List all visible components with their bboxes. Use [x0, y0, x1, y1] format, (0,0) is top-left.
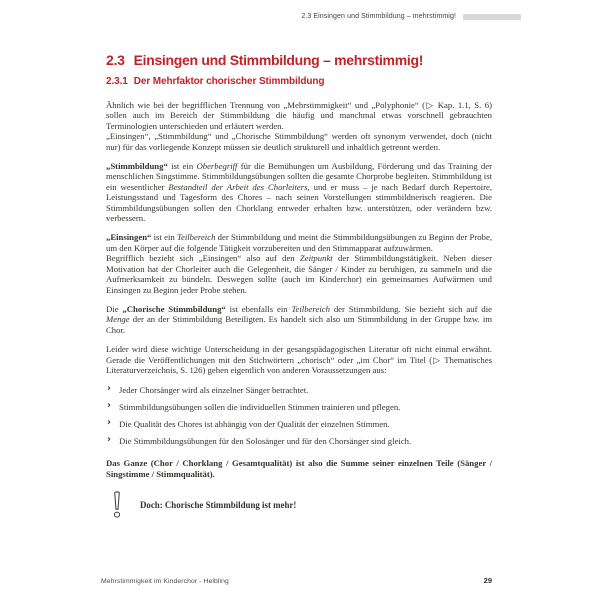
text-segment: ist ein	[167, 161, 197, 172]
text-segment: „Stimmbildung“	[106, 161, 168, 172]
bullet-list	[106, 382, 492, 447]
bullet-arrow-icon: ›	[107, 416, 111, 428]
header-bar	[463, 14, 521, 20]
paragraph	[106, 253, 492, 295]
note-callout	[106, 491, 492, 519]
text-segment: der Stimmbildung und meint die Stimmbildungsübungen zu Beginn der Probe, um den Körper auf die folgende Tätigkeit vorzubereiten und den Stimmapparat aufzuwärmen.	[106, 232, 492, 253]
text-segment: Zeitpunkt	[299, 253, 333, 264]
bullet-text: Die Qualität des Chores ist abhängig von der Qualität der einzelnen Stimmen.	[119, 419, 390, 430]
text-segment: der Stimmbildung. Sie bezieht sich auf die	[329, 303, 492, 314]
bullet-item	[107, 399, 492, 413]
running-header	[0, 13, 521, 20]
exclamation-icon	[111, 491, 123, 519]
callout-text: Doch: Chorische Stimmbildung ist mehr!	[140, 500, 297, 511]
bullet-text: Die Stimmbildungsübungen für den Solosänger und für den Chorsänger sind gleich.	[119, 436, 412, 447]
chapter-title	[106, 51, 492, 70]
text-segment: der Stimmbildungstätigkeit. Neben dieser Motivation hat der Chorleiter auch die Gelegenheit, die Sänger / Kinder zu beruhigen, zu sammeln und die Aufmerksamkeit zu bündeln. Deswegen sollte (auch im Kinderchor) ein gemeinsames Aufwärmen und Einsingen zu Beginn jeder Probe stehen.	[106, 253, 493, 295]
bullet-item	[107, 433, 492, 447]
text-segment: Leider wird diese wichtige Unterscheidung in der gesangspädagogischen Literatur oft nicht einmal erwähnt. Gerade die Veröffentlichungen mit den Stichwörtern „chorisch“ oder „im Chor“ im Titel (▷ Thematisches Literaturverzeichnis, S. 126) gehen eigentlich von anderen Voraussetzungen aus:	[106, 344, 492, 375]
text-segment: Die	[106, 303, 123, 314]
text-segment: Ähnlich wie bei der begrifflichen Trennung von „Mehrstimmigkeit“ und „Polyphonie“ (▷ Kap. 1.1, S. 6) sollen auch im Bereich der Stimmbildung die häufig und manchmal etwas vorschnell gebrauchten Terminologien unterschieden und erläutert werden.	[106, 100, 492, 131]
footer-book-title: Mehrstimmigkeit im Kinderchor - Helbling	[101, 578, 229, 585]
bullet-text: Stimmbildungsübungen sollen die individuellen Stimmen trainieren und pflegen.	[119, 402, 401, 413]
page-content	[106, 51, 492, 519]
page-footer	[101, 576, 492, 585]
paragraph	[106, 458, 492, 479]
paragraph	[106, 304, 492, 335]
text-segment: ist ebenfalls ein	[225, 303, 292, 314]
bullet-arrow-icon: ›	[107, 382, 111, 394]
section-subtitle	[106, 75, 492, 88]
text-segment: , und er muss – je nach Bedarf durch Repertoire, Leistungsstand und Tagesform des Chores – nach seinen Vorstellungen stimmbildnerisch reagieren. Die Stimmbildungsübungen sollen den Chorklang entweder erhalten bzw. unterstützen, oder verändern bzw. verbessern.	[106, 181, 492, 224]
page-number: 29	[483, 576, 492, 585]
running-header-text: 2.3 Einsingen und Stimmbildung – mehrstimmig!	[301, 13, 456, 20]
text-segment: Bestandteil der Arbeit des Chorleiters	[168, 181, 308, 192]
text-segment: Das Ganze (Chor / Chorklang / Gesamtqualität) ist also die Summe seiner einzelnen Teile (Sänger / Singstimme / Stimmqualität).	[106, 458, 492, 479]
text-segment: „Chorische Stimmbildung“	[122, 303, 226, 314]
text-segment: Menge	[106, 314, 130, 325]
bullet-arrow-icon: ›	[107, 399, 111, 411]
bullet-item	[107, 382, 492, 396]
text-segment: Teilbereich	[176, 232, 216, 243]
text-segment: „Einsingen“	[106, 232, 152, 243]
paragraph	[106, 232, 492, 253]
section-number: 2.3.1	[106, 76, 128, 87]
text-segment: der an der Stimmbildung Beteiligten. Es handelt sich also um Stimmbildung in der Gruppe bzw. im Chor.	[106, 314, 492, 335]
paragraph	[106, 100, 492, 131]
chapter-number: 2.3	[106, 52, 125, 68]
text-segment: „Einsingen“, „Stimmbildung“ und „Chorische Stimmbildung“ werden oft synonym verwendet, doch (nicht nur) für das vorliegende Konzept müssen sie deutlich strukturell und inhaltlich getrennt werden.	[106, 131, 492, 152]
paragraph	[106, 344, 492, 375]
bullet-arrow-icon: ›	[107, 433, 111, 445]
text-segment: ist ein	[151, 232, 177, 243]
text-segment: Oberbegriff	[196, 161, 238, 172]
text-segment: Teilbereich	[291, 303, 330, 314]
bullet-text: Jeder Chorsänger wird als einzelner Sänger betrachtet.	[119, 385, 309, 396]
bullet-item	[107, 416, 492, 430]
summary-paragraph	[106, 458, 492, 479]
body-paragraphs	[106, 100, 492, 375]
paragraph	[106, 131, 492, 152]
section-subtitle-text: Der Mehrfaktor chorischer Stimmbildung	[133, 76, 325, 87]
paragraph	[106, 161, 492, 223]
text-segment: Begrifflich bezieht sich „Einsingen“ also auf den	[106, 253, 300, 264]
chapter-title-text: Einsingen und Stimmbildung – mehrstimmig!	[133, 52, 424, 68]
text-segment: für die Bemühungen um Ausbildung, Förderung und das Training der menschlichen Singstimme. Stimmbildungsübungen sollten die gesamte Chorprobe begleiten. Stimmbildung ist ein wesentlicher	[106, 161, 492, 192]
